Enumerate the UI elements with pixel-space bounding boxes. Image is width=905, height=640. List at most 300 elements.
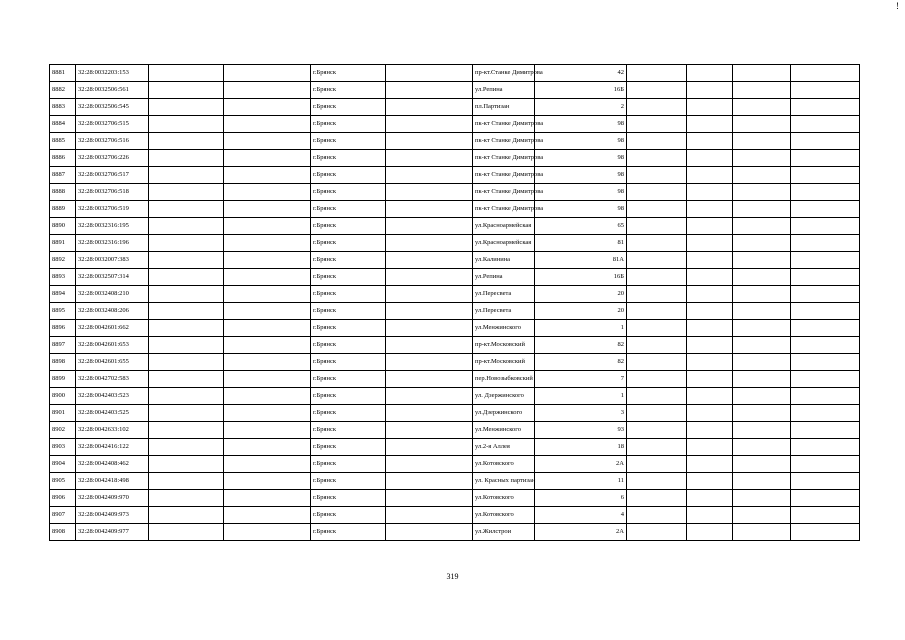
- table-row: [50, 99, 860, 116]
- empty-cell: [224, 167, 311, 184]
- empty-cell: [687, 133, 733, 150]
- empty-cell: [224, 252, 311, 269]
- row-number-cell: 8892: [50, 252, 76, 269]
- table-row: [50, 405, 860, 422]
- empty-cell: [149, 286, 224, 303]
- empty-cell: [687, 524, 733, 541]
- row-number-cell: 8885: [50, 133, 76, 150]
- empty-cell: [224, 473, 311, 490]
- empty-cell: [386, 269, 473, 286]
- house-number-cell: 98: [535, 133, 627, 150]
- table-row: [50, 184, 860, 201]
- table-row: [50, 490, 860, 507]
- empty-cell: [627, 82, 687, 99]
- empty-cell: [791, 303, 860, 320]
- row-number-cell: 8904: [50, 456, 76, 473]
- row-number-cell: 8898: [50, 354, 76, 371]
- cadastral-number-cell: 32:28:0032706:518: [76, 184, 149, 201]
- row-number-cell: 8882: [50, 82, 76, 99]
- empty-cell: [627, 422, 687, 439]
- empty-cell: [687, 439, 733, 456]
- empty-cell: [224, 150, 311, 167]
- empty-cell: [149, 490, 224, 507]
- property-table: [49, 64, 860, 541]
- city-cell: г.Брянск: [311, 303, 386, 320]
- empty-cell: [627, 269, 687, 286]
- empty-cell: [733, 167, 791, 184]
- row-number-cell: 8893: [50, 269, 76, 286]
- empty-cell: [149, 201, 224, 218]
- empty-cell: [149, 167, 224, 184]
- cadastral-number-cell: 32:28:0042403:525: [76, 405, 149, 422]
- house-number-cell: 98: [535, 150, 627, 167]
- empty-cell: [149, 422, 224, 439]
- empty-cell: [386, 456, 473, 473]
- cadastral-number-cell: 32:28:0032007:383: [76, 252, 149, 269]
- empty-cell: [149, 405, 224, 422]
- row-number-cell: 8895: [50, 303, 76, 320]
- house-number-cell: 2: [535, 99, 627, 116]
- table-row: [50, 473, 860, 490]
- empty-cell: [791, 218, 860, 235]
- empty-cell: [687, 337, 733, 354]
- empty-cell: [224, 303, 311, 320]
- house-number-cell: 1: [535, 320, 627, 337]
- empty-cell: [224, 320, 311, 337]
- empty-cell: [791, 439, 860, 456]
- empty-cell: [627, 150, 687, 167]
- street-cell: ул.Репина: [473, 269, 535, 286]
- empty-cell: [791, 507, 860, 524]
- row-number-cell: 8902: [50, 422, 76, 439]
- empty-cell: [386, 150, 473, 167]
- empty-cell: [149, 337, 224, 354]
- empty-cell: [386, 303, 473, 320]
- empty-cell: [791, 473, 860, 490]
- city-cell: г.Брянск: [311, 65, 386, 82]
- empty-cell: [627, 286, 687, 303]
- table-row: [50, 303, 860, 320]
- house-number-cell: 82: [535, 337, 627, 354]
- cadastral-number-cell: 32:28:0032507:314: [76, 269, 149, 286]
- street-cell: пр-кт.Московский: [473, 354, 535, 371]
- empty-cell: [149, 133, 224, 150]
- empty-cell: [224, 439, 311, 456]
- empty-cell: [627, 371, 687, 388]
- city-cell: г.Брянск: [311, 337, 386, 354]
- empty-cell: [687, 473, 733, 490]
- empty-cell: [687, 65, 733, 82]
- empty-cell: [791, 150, 860, 167]
- empty-cell: [386, 405, 473, 422]
- empty-cell: [386, 116, 473, 133]
- empty-cell: [733, 65, 791, 82]
- empty-cell: [386, 524, 473, 541]
- house-number-cell: 16Б: [535, 269, 627, 286]
- empty-cell: [224, 82, 311, 99]
- empty-cell: [687, 235, 733, 252]
- empty-cell: [733, 286, 791, 303]
- empty-cell: [627, 507, 687, 524]
- empty-cell: [687, 422, 733, 439]
- cadastral-number-cell: 32:28:0032203:153: [76, 65, 149, 82]
- empty-cell: [627, 99, 687, 116]
- empty-cell: [149, 252, 224, 269]
- empty-cell: [687, 167, 733, 184]
- empty-cell: [687, 252, 733, 269]
- city-cell: г.Брянск: [311, 133, 386, 150]
- row-number-cell: 8906: [50, 490, 76, 507]
- empty-cell: [687, 354, 733, 371]
- table-row: [50, 439, 860, 456]
- empty-cell: [386, 439, 473, 456]
- row-number-cell: 8899: [50, 371, 76, 388]
- empty-cell: [791, 524, 860, 541]
- empty-cell: [386, 167, 473, 184]
- house-number-cell: 98: [535, 116, 627, 133]
- empty-cell: [386, 286, 473, 303]
- empty-cell: [627, 320, 687, 337]
- cadastral-number-cell: 32:28:0032706:226: [76, 150, 149, 167]
- empty-cell: [224, 524, 311, 541]
- empty-cell: [149, 473, 224, 490]
- cadastral-number-cell: 32:28:0032706:517: [76, 167, 149, 184]
- empty-cell: [687, 405, 733, 422]
- table-row: [50, 320, 860, 337]
- empty-cell: [733, 507, 791, 524]
- empty-cell: [386, 201, 473, 218]
- city-cell: г.Брянск: [311, 354, 386, 371]
- house-number-cell: 1: [535, 388, 627, 405]
- table-row: [50, 354, 860, 371]
- city-cell: г.Брянск: [311, 524, 386, 541]
- empty-cell: [687, 116, 733, 133]
- table-row: [50, 371, 860, 388]
- empty-cell: [386, 184, 473, 201]
- street-cell: ул.2-я Аллея: [473, 439, 535, 456]
- table-row: [50, 422, 860, 439]
- city-cell: г.Брянск: [311, 269, 386, 286]
- cadastral-number-cell: 32:28:0042601:653: [76, 337, 149, 354]
- house-number-cell: 7: [535, 371, 627, 388]
- empty-cell: [791, 269, 860, 286]
- empty-cell: [733, 439, 791, 456]
- empty-cell: [733, 116, 791, 133]
- table-row: [50, 133, 860, 150]
- empty-cell: [224, 269, 311, 286]
- empty-cell: [627, 303, 687, 320]
- empty-cell: [224, 133, 311, 150]
- empty-cell: [791, 354, 860, 371]
- empty-cell: [386, 82, 473, 99]
- empty-cell: [627, 65, 687, 82]
- table-row: [50, 65, 860, 82]
- row-number-cell: 8887: [50, 167, 76, 184]
- empty-cell: [791, 167, 860, 184]
- empty-cell: [687, 82, 733, 99]
- empty-cell: [627, 252, 687, 269]
- cadastral-number-cell: 32:28:0032706:516: [76, 133, 149, 150]
- empty-cell: [627, 524, 687, 541]
- empty-cell: [386, 133, 473, 150]
- cadastral-number-cell: 32:28:0032408:206: [76, 303, 149, 320]
- house-number-cell: 20: [535, 303, 627, 320]
- row-number-cell: 8896: [50, 320, 76, 337]
- table-row: [50, 507, 860, 524]
- city-cell: г.Брянск: [311, 473, 386, 490]
- empty-cell: [791, 65, 860, 82]
- empty-cell: [386, 388, 473, 405]
- house-number-cell: 2А: [535, 456, 627, 473]
- empty-cell: [733, 82, 791, 99]
- house-number-cell: 18: [535, 439, 627, 456]
- house-number-cell: 2А: [535, 524, 627, 541]
- table-row: [50, 286, 860, 303]
- empty-cell: [733, 99, 791, 116]
- empty-cell: [733, 490, 791, 507]
- city-cell: г.Брянск: [311, 218, 386, 235]
- empty-cell: [627, 184, 687, 201]
- empty-cell: [386, 99, 473, 116]
- empty-cell: [386, 422, 473, 439]
- street-cell: ул.Котовского: [473, 507, 535, 524]
- city-cell: г.Брянск: [311, 388, 386, 405]
- empty-cell: [733, 269, 791, 286]
- empty-cell: [224, 184, 311, 201]
- empty-cell: [386, 473, 473, 490]
- empty-cell: [149, 456, 224, 473]
- row-number-cell: 8903: [50, 439, 76, 456]
- empty-cell: [149, 388, 224, 405]
- empty-cell: [386, 507, 473, 524]
- empty-cell: [733, 354, 791, 371]
- empty-cell: [627, 201, 687, 218]
- row-number-cell: 8884: [50, 116, 76, 133]
- city-cell: г.Брянск: [311, 201, 386, 218]
- empty-cell: [687, 286, 733, 303]
- empty-cell: [386, 371, 473, 388]
- empty-cell: [224, 354, 311, 371]
- street-cell: ул.Менжинского: [473, 320, 535, 337]
- city-cell: г.Брянск: [311, 252, 386, 269]
- empty-cell: [733, 320, 791, 337]
- street-cell: ул.Калинина: [473, 252, 535, 269]
- cadastral-number-cell: 32:28:0042702:583: [76, 371, 149, 388]
- empty-cell: [627, 490, 687, 507]
- city-cell: г.Брянск: [311, 82, 386, 99]
- empty-cell: [791, 371, 860, 388]
- cadastral-number-cell: 32:28:0042409:970: [76, 490, 149, 507]
- empty-cell: [687, 303, 733, 320]
- street-cell: ул.Жилстрои: [473, 524, 535, 541]
- house-number-cell: 81А: [535, 252, 627, 269]
- empty-cell: [687, 269, 733, 286]
- cadastral-number-cell: 32:28:0042408:462: [76, 456, 149, 473]
- empty-cell: [386, 320, 473, 337]
- empty-cell: [687, 507, 733, 524]
- empty-cell: [224, 116, 311, 133]
- empty-cell: [224, 65, 311, 82]
- empty-cell: [224, 201, 311, 218]
- street-cell: ул. Красных партизан: [473, 473, 535, 490]
- city-cell: г.Брянск: [311, 320, 386, 337]
- house-number-cell: 3: [535, 405, 627, 422]
- street-cell: пр-кт.Московский: [473, 337, 535, 354]
- row-number-cell: 8900: [50, 388, 76, 405]
- cadastral-number-cell: 32:28:0042601:662: [76, 320, 149, 337]
- empty-cell: [224, 388, 311, 405]
- empty-cell: [224, 456, 311, 473]
- empty-cell: [224, 337, 311, 354]
- street-cell: пк-кт Станке Димитрова: [473, 184, 535, 201]
- street-cell: пл.Партизан: [473, 99, 535, 116]
- street-cell: пк-кт Станке Димитрова: [473, 201, 535, 218]
- empty-cell: [149, 65, 224, 82]
- empty-cell: [733, 184, 791, 201]
- cadastral-number-cell: 32:28:0042416:122: [76, 439, 149, 456]
- street-cell: ул.Пересвета: [473, 303, 535, 320]
- table-row: [50, 524, 860, 541]
- street-cell: пк-кт Станке Димитрова: [473, 167, 535, 184]
- city-cell: г.Брянск: [311, 405, 386, 422]
- empty-cell: [791, 490, 860, 507]
- empty-cell: [733, 252, 791, 269]
- row-number-cell: 8901: [50, 405, 76, 422]
- empty-cell: [149, 507, 224, 524]
- row-number-cell: 8897: [50, 337, 76, 354]
- cadastral-number-cell: 32:28:0032408:210: [76, 286, 149, 303]
- empty-cell: [627, 388, 687, 405]
- city-cell: г.Брянск: [311, 456, 386, 473]
- empty-cell: [791, 99, 860, 116]
- empty-cell: [791, 252, 860, 269]
- empty-cell: [687, 456, 733, 473]
- empty-cell: [149, 116, 224, 133]
- table-row: [50, 235, 860, 252]
- table-row: [50, 150, 860, 167]
- cadastral-number-cell: 32:28:0032316:196: [76, 235, 149, 252]
- empty-cell: [627, 167, 687, 184]
- city-cell: г.Брянск: [311, 490, 386, 507]
- street-cell: пр-кт.Станке Димитрова: [473, 65, 535, 82]
- city-cell: г.Брянск: [311, 422, 386, 439]
- empty-cell: [627, 439, 687, 456]
- empty-cell: [791, 456, 860, 473]
- house-number-cell: 98: [535, 184, 627, 201]
- city-cell: г.Брянск: [311, 371, 386, 388]
- street-cell: ул.Пересвета: [473, 286, 535, 303]
- row-number-cell: 8881: [50, 65, 76, 82]
- empty-cell: [627, 235, 687, 252]
- house-number-cell: 93: [535, 422, 627, 439]
- empty-cell: [149, 371, 224, 388]
- empty-cell: [149, 184, 224, 201]
- empty-cell: [386, 354, 473, 371]
- empty-cell: [386, 490, 473, 507]
- empty-cell: [149, 150, 224, 167]
- empty-cell: [733, 405, 791, 422]
- empty-cell: [386, 337, 473, 354]
- city-cell: г.Брянск: [311, 507, 386, 524]
- row-number-cell: 8908: [50, 524, 76, 541]
- empty-cell: [791, 116, 860, 133]
- empty-cell: [224, 99, 311, 116]
- empty-cell: [149, 218, 224, 235]
- empty-cell: [627, 116, 687, 133]
- cadastral-number-cell: 32:28:0042409:977: [76, 524, 149, 541]
- empty-cell: [733, 388, 791, 405]
- street-cell: пк-кт Станке Димитрова: [473, 116, 535, 133]
- empty-cell: [627, 133, 687, 150]
- street-cell: пк-кт Станке Димитрова: [473, 150, 535, 167]
- cadastral-number-cell: 32:28:0032506:545: [76, 99, 149, 116]
- street-cell: ул.Менжинского: [473, 422, 535, 439]
- empty-cell: [687, 218, 733, 235]
- empty-cell: [687, 99, 733, 116]
- empty-cell: [687, 490, 733, 507]
- empty-cell: [687, 320, 733, 337]
- empty-cell: [386, 235, 473, 252]
- empty-cell: [149, 82, 224, 99]
- empty-cell: [733, 524, 791, 541]
- house-number-cell: 11: [535, 473, 627, 490]
- table-row: [50, 337, 860, 354]
- city-cell: г.Брянск: [311, 99, 386, 116]
- cadastral-number-cell: 32:28:0042633:102: [76, 422, 149, 439]
- row-number-cell: 8905: [50, 473, 76, 490]
- house-number-cell: 20: [535, 286, 627, 303]
- empty-cell: [791, 422, 860, 439]
- empty-cell: [791, 388, 860, 405]
- empty-cell: [733, 422, 791, 439]
- empty-cell: [149, 303, 224, 320]
- city-cell: г.Брянск: [311, 167, 386, 184]
- empty-cell: [733, 303, 791, 320]
- row-number-cell: 8894: [50, 286, 76, 303]
- cadastral-number-cell: 32:28:0032706:519: [76, 201, 149, 218]
- city-cell: г.Брянск: [311, 116, 386, 133]
- street-cell: пк-кт Станке Димитрова: [473, 133, 535, 150]
- empty-cell: [386, 252, 473, 269]
- empty-cell: [733, 371, 791, 388]
- empty-cell: [627, 473, 687, 490]
- city-cell: г.Брянск: [311, 439, 386, 456]
- row-number-cell: 8883: [50, 99, 76, 116]
- city-cell: г.Брянск: [311, 150, 386, 167]
- street-cell: ул.Репина: [473, 82, 535, 99]
- empty-cell: [791, 235, 860, 252]
- empty-cell: [791, 337, 860, 354]
- cadastral-number-cell: 32:28:0032706:515: [76, 116, 149, 133]
- empty-cell: [224, 286, 311, 303]
- table-row: [50, 388, 860, 405]
- empty-cell: [733, 150, 791, 167]
- house-number-cell: 6: [535, 490, 627, 507]
- empty-cell: [627, 218, 687, 235]
- row-number-cell: 8888: [50, 184, 76, 201]
- empty-cell: [224, 235, 311, 252]
- row-number-cell: 8886: [50, 150, 76, 167]
- empty-cell: [224, 490, 311, 507]
- empty-cell: [149, 235, 224, 252]
- street-cell: ул.Котовского: [473, 456, 535, 473]
- empty-cell: [224, 507, 311, 524]
- table-row: [50, 456, 860, 473]
- house-number-cell: 98: [535, 201, 627, 218]
- cadastral-number-cell: 32:28:0042403:523: [76, 388, 149, 405]
- empty-cell: [149, 320, 224, 337]
- empty-cell: [627, 405, 687, 422]
